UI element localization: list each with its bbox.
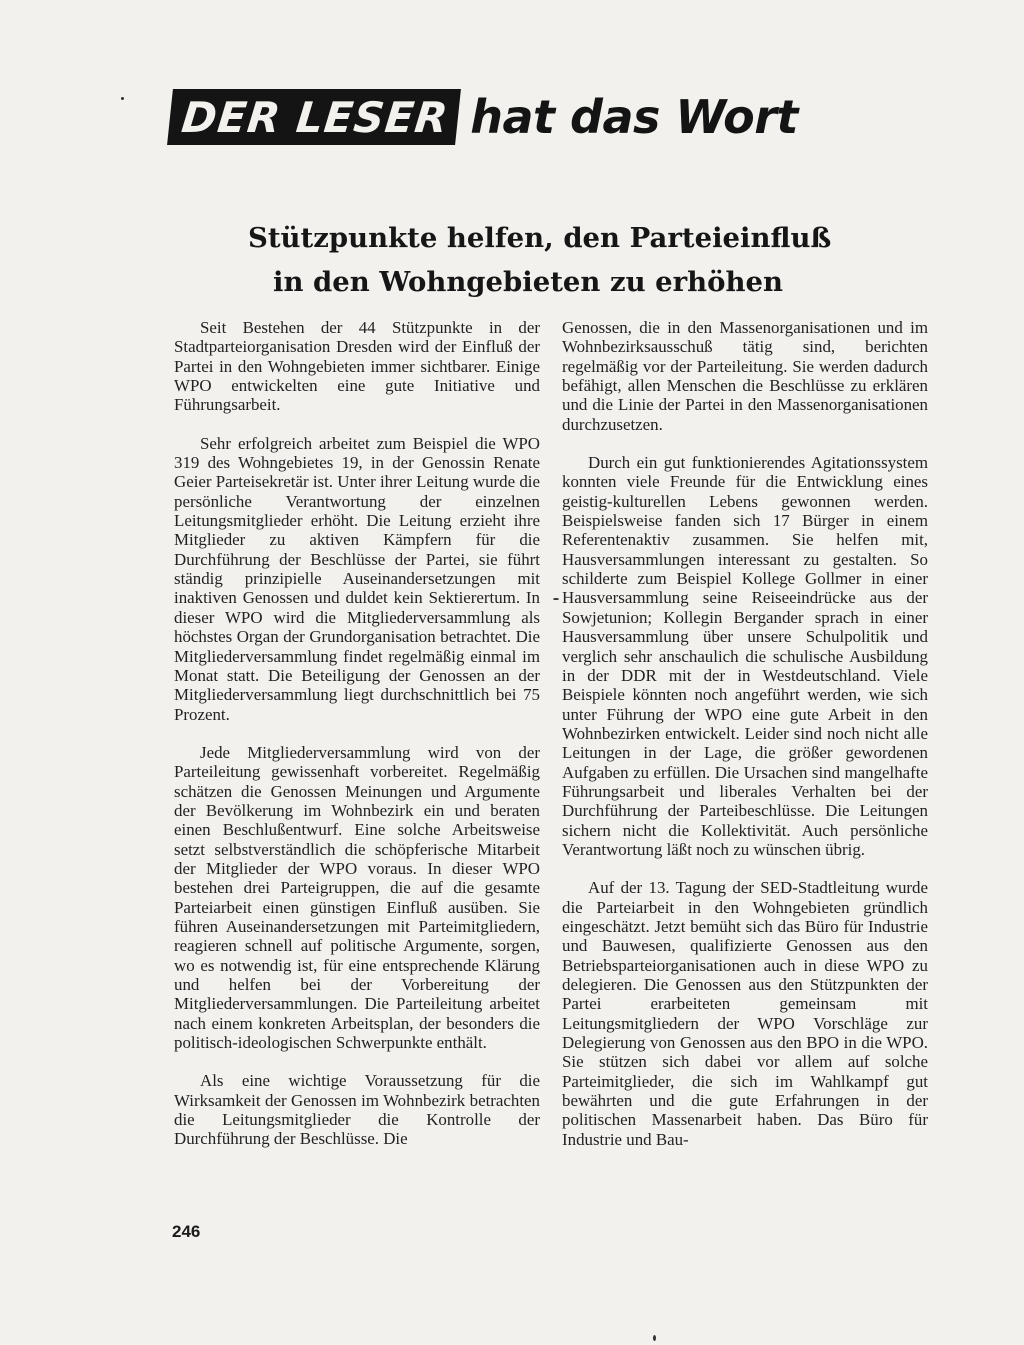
paragraph: Durch ein gut funktionierendes Agitationssystem konnten viele Freunde für die Entwicklung eines geistig-kulturellen Lebens gewonnen werden. Beispielsweise fanden sich 17 Bürger in einem Referentenaktiv zusammen. Sie helfen mit, Hausversammlungen interessant zu gestalten. So schilderte zum Beispiel Kollege Gollmer in einer Hausversammlung seine Reiseeindrücke aus der Sowjetunion; Kollegin Bergander sprach in einer Hausversammlung über unsere Schulpolitik und verglich sehr anschaulich die schulische Ausbildung in der DDR mit der in Westdeutschland. Viele Beispiele könnten noch angeführt werden, wie sich unter Führung der WPO eine gute Arbeit in den Wohnbezirken entwickelt. Leider sind noch nicht alle Leitungen in der Lage, die größer gewordenen Aufgaben zu erfüllen. Die Ursachen sind mangelhafte Führungsarbeit und liberales Verhalten bei der Durchführung der Parteibeschlüsse. Die Leitungen sichern nicht die Kollektivität. Auch persönliche Verantwortung läßt noch zu wünschen übrig. [562, 453, 928, 859]
print-speck [653, 1335, 656, 1341]
column-masthead [170, 86, 798, 148]
headline-line-1: Stützpunkte helfen, den Parteieinfluß [248, 222, 832, 254]
masthead-title-rest: hat das Wort [470, 90, 798, 144]
masthead-boxed-title: DER LESER [167, 89, 461, 145]
paragraph: Sehr erfolgreich arbeitet zum Beispiel die WPO 319 des Wohngebietes 19, in der Genossin Renate Geier Parteisekretär ist. Unter ihrer Leitung wurde die persönliche Verantwortung der einzelnen Leitungsmitglieder erhöht. Die Leitung erzieht ihre Mitglieder zu aktiven Kämpfern für die Durchführung der Beschlüsse der Partei, sie führt ständig prinzipielle Auseinandersetzungen mit inaktiven Genossen und duldet kein Sektierertum. In dieser WPO wird die Mitgliederversammlung als höchstes Organ der Grundorganisation betrachtet. Die Mitgliederversammlung findet regelmäßig einmal im Monat statt. Die Beteiligung der Genossen an der Mitgliederversammlung liegt durchschnittlich bei 75 Prozent. [174, 433, 540, 724]
headline-line-2: in den Wohngebieten zu erhöhen [273, 266, 783, 298]
paragraph: Seit Bestehen der 44 Stützpunkte in der Stadtparteiorganisation Dresden wird der Einfluß der Partei in den Wohngebieten immer sichtbarer. Einige WPO entwickelten eine gute Initiative und Führungsarbeit. [174, 318, 540, 415]
text-column-left [174, 318, 540, 1168]
article-headline [248, 216, 832, 304]
print-speck [121, 97, 124, 100]
paragraph-continued: Genossen, die in den Massenorganisationen und im Wohnbezirksausschuß tätig sind, berichten regelmäßig vor der Parteileitung. Sie werden dadurch befähigt, allen Menschen die Beschlüsse zu erklären und die Linie der Partei in den Massenorganisationen durchzusetzen. [562, 318, 928, 434]
text-column-right [562, 318, 928, 1168]
paragraph: Jede Mitgliederversammlung wird von der Parteileitung gewissenhaft vorbereitet. Regelmäßig schätzen die Genossen Meinungen und Argumente der Bevölkerung im Wohnbezirk ein und beraten einen Beschlußentwurf. Eine solche Arbeitsweise setzt selbstverständlich die schöpferische Mitarbeit der Mitglieder der WPO voraus. In dieser WPO bestehen drei Parteigruppen, die auf die gesamte Parteiarbeit einen günstigen Einfluß ausüben. Sie führen Auseinandersetzungen mit Parteimitgliedern, reagieren schnell auf politische Argumente, sorgen, wo es notwendig ist, für eine entsprechende Klärung und helfen bei der Vorbereitung der Mitgliederversammlungen. Die Parteileitung arbeitet nach einem konkreten Arbeitsplan, der besonders die politisch-ideologischen Schwerpunkte enthält. [174, 742, 540, 1053]
paragraph: Auf der 13. Tagung der SED-Stadtleitung wurde die Parteiarbeit in den Wohngebieten gründlich eingeschätzt. Jetzt bemüht sich das Büro für Industrie und Bauwesen, qualifizierte Genossen aus den Betriebsparteiorganisationen auch in diese WPO zu delegieren. Die Genossen aus den Stützpunkten der Partei erarbeiteten gemeinsam mit Leitungsmitgliedern der WPO Vorschläge zur Delegierung von Genossen aus den BPO in die WPO. Sie stützen sich dabei vor allem auf solche Parteimitglieder, die sich im Wahlkampf gut bewährten und die gute Erfahrungen in der politischen Massenarbeit haben. Das Büro für Industrie und Bau- [562, 878, 928, 1149]
paragraph: Als eine wichtige Voraussetzung für die Wirksamkeit der Genossen im Wohnbezirk betrachten die Leitungsmitglieder die Kontrolle der Durchführung der Beschlüsse. Die [174, 1071, 540, 1149]
print-speck [553, 598, 559, 600]
page-number: 246 [172, 1222, 201, 1241]
